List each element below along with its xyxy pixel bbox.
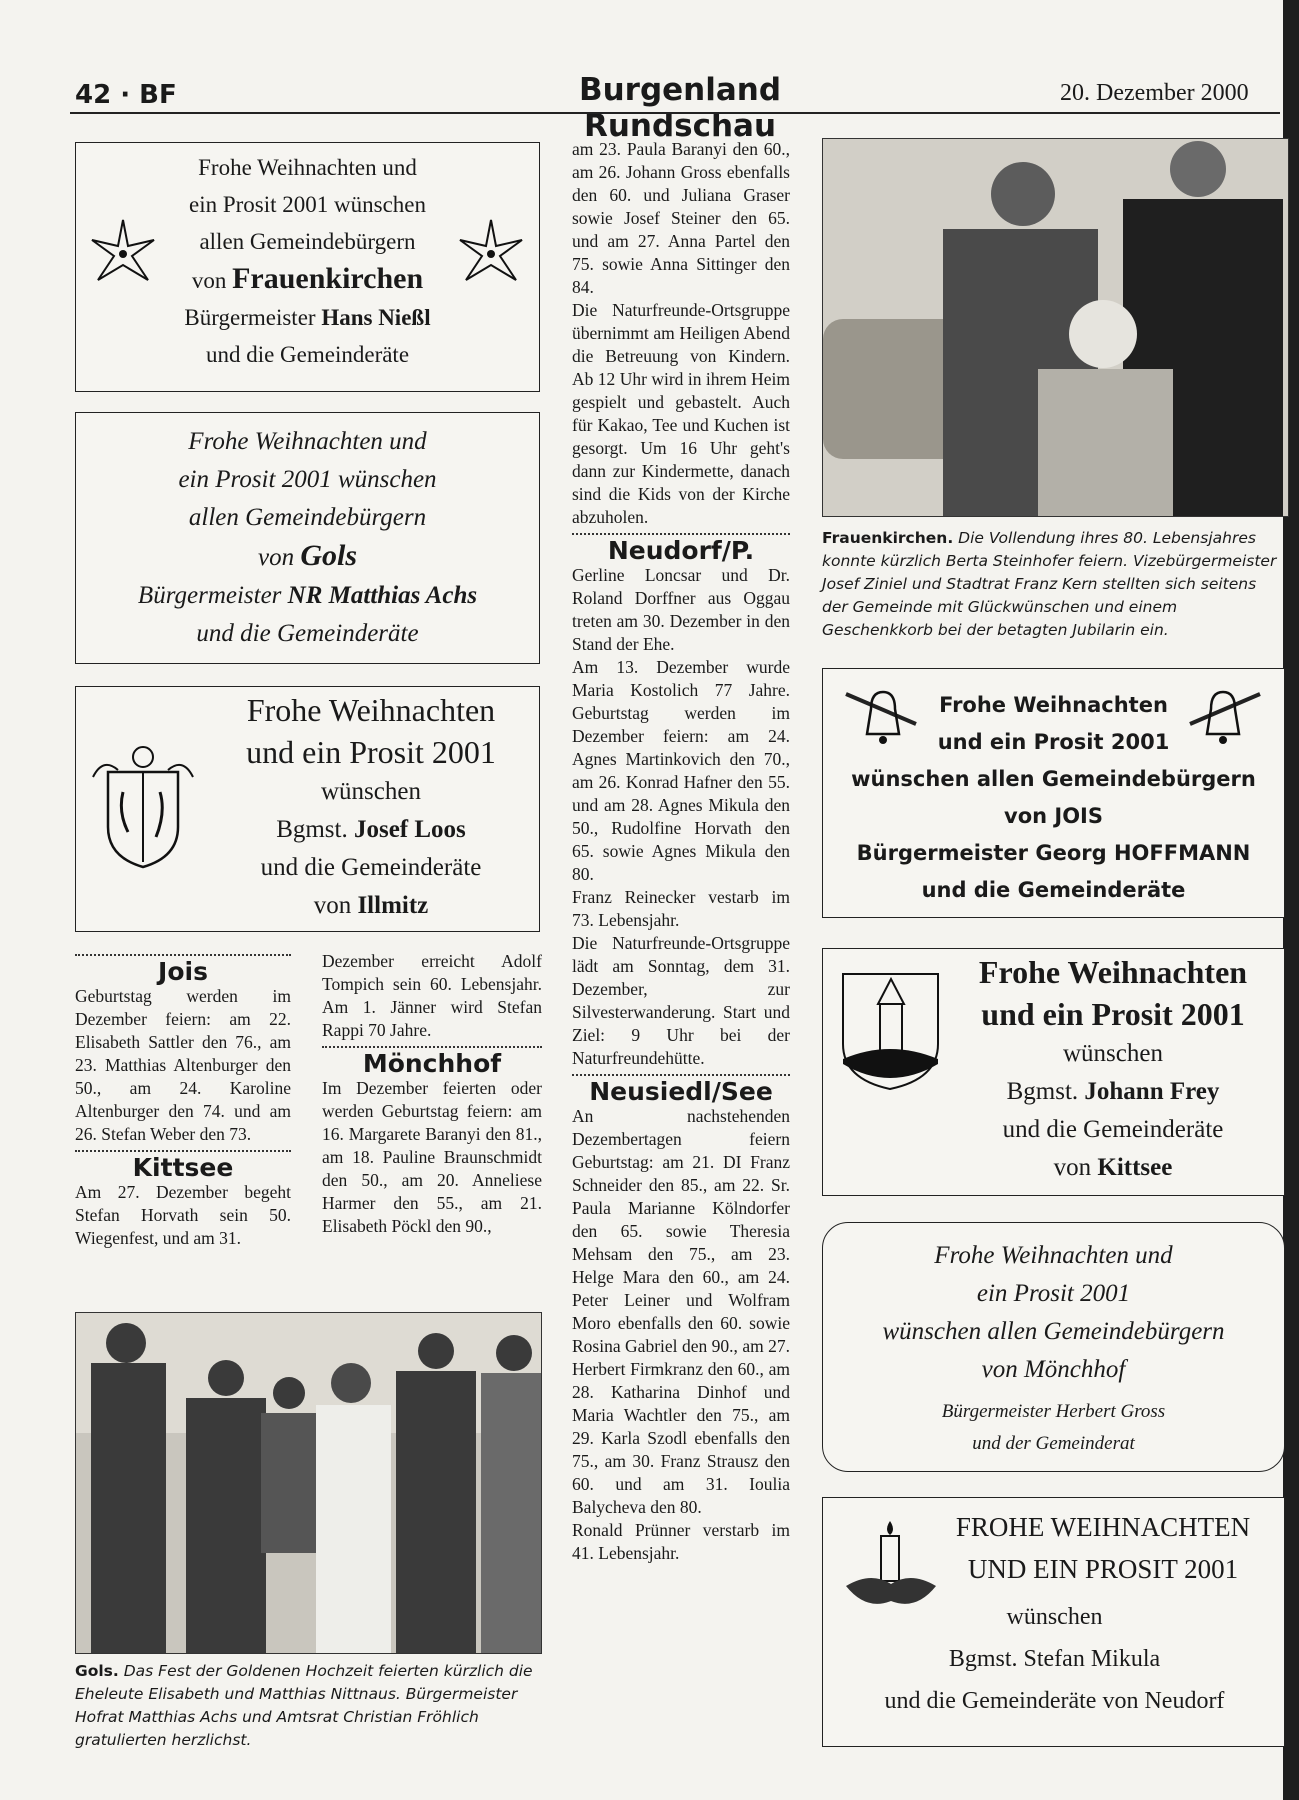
column-jois-kittsee xyxy=(75,950,291,1250)
ad-line: Frohe Weihnachten und xyxy=(188,428,427,455)
article-text: Ronald Prünner verstarb im 41. Lebensjahr. xyxy=(572,1520,790,1563)
header-rule xyxy=(70,112,1280,114)
photo-gols xyxy=(75,1312,542,1654)
ad-headline: Frohe Weihnachten xyxy=(246,692,496,728)
ad-line: Frohe Weihnachten xyxy=(939,693,1168,717)
ad-von: von xyxy=(257,544,295,571)
ad-mayor-prefix: Bürgermeister xyxy=(137,582,282,609)
ad-mayor-prefix: Bgmst. xyxy=(1006,1078,1079,1105)
ad-place: Gols xyxy=(300,539,358,572)
ad-mayor: Johann Frey xyxy=(1084,1078,1220,1105)
ad-mayor: Hans Nießl xyxy=(321,305,431,330)
article-text: An nachstehenden Dezembertagen feiern Geburtstag: am 21. DI Franz Schneider den 85., am 22. Sr. Paula Marianne Kölndorfer den 65. sowie Theresia Mehsam den 75., am 23. Helge Mara den 60., am 24. Peter Leiner und Wolfram Moro ebenfalls den 60. sowie Rosina Gabriel den 90., am 27. Herbert Firmkranz den 60., am 28. Katharina Dinhof und Maria Wachtler den 75., am 29. Karla Szodl ebenfalls den 75., am 30. Franz Strausz den 60. und am 31. Ioulia Balycheva den 80. xyxy=(572,1106,790,1517)
ad-line: Bürgermeister Georg HOFFMANN xyxy=(856,841,1251,865)
ad-line: wünschen xyxy=(321,778,421,805)
ad-headline: und ein Prosit 2001 xyxy=(981,996,1245,1032)
ad-headline: FROHE WEIHNACHTEN xyxy=(955,1512,1251,1542)
divider xyxy=(75,954,291,956)
ad-footer: und die Gemeinderäte xyxy=(205,342,410,367)
ad-neudorf xyxy=(822,1497,1285,1747)
divider xyxy=(322,1046,542,1048)
tower-coat-of-arms-icon xyxy=(838,964,943,1094)
ad-headline: Frohe Weihnachten xyxy=(978,954,1248,990)
ad-line: und ein Prosit 2001 xyxy=(937,730,1170,754)
photo-frauenkirchen-illustration xyxy=(823,139,1288,516)
ad-line: allen Gemeindebürgern xyxy=(199,229,416,254)
article-text: Die Naturfreunde-Ortsgruppe übernimmt am Heiligen Abend die Betreuung von Kindern. Ab 12 Uhr wird in ihrem Heim gespielt und gebastelt. Auch für Kakao, Tee und Kuchen ist gesorgt. Um 16 Uhr geht's dann zur Kindermette, danach sind die Kids von der Kirche abzuholen. xyxy=(572,300,790,527)
ad-von: von xyxy=(191,268,227,293)
ad-headline: und ein Prosit 2001 xyxy=(246,734,496,770)
ad-moenchhof xyxy=(822,1222,1285,1472)
ad-mayor-line xyxy=(76,299,539,336)
photo-frauenkirchen xyxy=(822,138,1289,517)
ad-line: von JOIS xyxy=(1004,804,1103,828)
ad-place-line xyxy=(216,887,526,925)
ad-headline: UND EIN PROSIT 2001 xyxy=(967,1554,1239,1584)
ad-line: ein Prosit 2001 xyxy=(976,1280,1131,1307)
ad-line: Bgmst. Stefan Mikula xyxy=(948,1646,1161,1672)
ad-gols xyxy=(75,412,540,664)
ad-frauenkirchen xyxy=(75,142,540,392)
photo-gols-illustration xyxy=(76,1313,541,1653)
ad-mayor-line xyxy=(216,811,526,849)
ad-von: von xyxy=(313,892,352,919)
caption-label: Frauenkirchen. xyxy=(822,529,954,547)
ad-place: Kittsee xyxy=(1097,1154,1173,1181)
issue-date: 20. Dezember 2000 xyxy=(1060,80,1249,106)
section-heading-jois: Jois xyxy=(158,957,208,986)
article-text: Franz Reinecker vestarb im 73. Lebensjahr. xyxy=(572,887,790,930)
section-heading-kittsee: Kittsee xyxy=(132,1153,234,1182)
column-center xyxy=(572,138,790,1565)
ad-line: und die Gemeinderäte xyxy=(921,878,1186,902)
divider xyxy=(572,1074,790,1076)
newspaper-title: Burgenland Rundschau xyxy=(578,72,782,144)
caption-label: Gols. xyxy=(75,1662,119,1680)
page-number: 42 · BF xyxy=(75,80,177,110)
divider xyxy=(572,533,790,535)
ad-line: ein Prosit 2001 wünschen xyxy=(188,192,426,217)
caption-frauenkirchen xyxy=(822,527,1284,642)
ad-illmitz xyxy=(75,686,540,932)
star-icon xyxy=(456,218,526,288)
column-moenchhof xyxy=(322,950,542,1238)
ad-line: und der Gemeinderat xyxy=(972,1433,1135,1454)
ad-von: von xyxy=(1053,1154,1092,1181)
article-text: Dezember erreicht Adolf Tompich sein 60. Lebensjahr. Am 1. Jänner wird Stefan Rappi 70 Jahre. xyxy=(322,951,542,1040)
ad-line: und die Gemeinderäte von Neudorf xyxy=(884,1688,1225,1714)
article-text: Die Naturfreunde-Ortsgruppe lädt am Sonntag, dem 31. Dezember, zur Silvesterwanderung. Start und Ziel: 9 Uhr bei der Naturfreundehütte. xyxy=(572,933,790,1068)
ad-place-line xyxy=(76,537,539,577)
caption-text: Das Fest der Goldenen Hochzeit feierten kürzlich die Eheleute Elisabeth und Matthias Nittnaus. Bürgermeister Hofrat Matthias Achs und Amtsrat Christian Fröhlich gratulierten herzlichst. xyxy=(75,1662,533,1749)
bell-icon xyxy=(841,684,921,754)
ad-line: und die Gemeinderäte xyxy=(1002,1116,1224,1143)
ad-footer: und die Gemeinderäte xyxy=(196,620,419,647)
ad-line: von Mönchhof xyxy=(981,1356,1126,1383)
ad-line: Bürgermeister Herbert Gross xyxy=(941,1401,1166,1422)
ad-mayor: Josef Loos xyxy=(353,816,466,843)
ad-line: Frohe Weihnachten und xyxy=(198,155,417,180)
divider xyxy=(75,1150,291,1152)
ad-kittsee xyxy=(822,948,1285,1196)
article-text: Am 13. Dezember wurde Maria Kostolich 77 Jahre. Geburtstag werden im Dezember feiern: am 24. Agnes Martinkovich den 70., am 26. Konrad Hafner den 55. und am 28. Agnes Mikula den 50., Rudolfine Horvath den 65. sowie Agnes Mikula den 80. xyxy=(572,657,790,884)
ad-place-line xyxy=(948,1149,1278,1187)
ad-line: ein Prosit 2001 wünschen xyxy=(178,466,437,493)
section-heading-neusiedl: Neusiedl/See xyxy=(589,1077,773,1106)
caption-gols xyxy=(75,1660,545,1752)
ad-mayor-line xyxy=(948,1073,1278,1111)
star-icon xyxy=(88,218,158,288)
coat-of-arms-icon xyxy=(88,742,198,872)
ad-line: wünschen xyxy=(1063,1040,1163,1067)
ad-line: Frohe Weihnachten und xyxy=(934,1242,1173,1269)
ad-line: wünschen allen Gemeindebürgern xyxy=(882,1318,1225,1345)
article-text: Gerline Loncsar und Dr. Roland Dorffner aus Oggau treten am 30. Dezember in den Stand der Ehe. xyxy=(572,565,790,654)
section-heading-neudorf: Neudorf/P. xyxy=(607,536,755,565)
ad-line: wünschen xyxy=(1006,1604,1103,1630)
ad-place: Illmitz xyxy=(357,892,429,919)
ad-line: und die Gemeinderäte xyxy=(260,854,482,881)
caption-text: Die Vollendung ihres 80. Lebensjahres konnte kürzlich Berta Steinhofer feiern. Vizebürgermeister Josef Ziniel und Stadtrat Franz Kern stellten sich seitens der Gemeinde mit Glückwünschen und einem Geschenkkorb bei der betagten Jubilarin ein. xyxy=(822,529,1277,639)
ad-line: wünschen allen Gemeindebürgern xyxy=(851,767,1256,791)
ad-mayor-line xyxy=(76,577,539,615)
ad-mayor-prefix: Bgmst. xyxy=(276,816,348,843)
article-text: Im Dezember feierten oder werden Geburtstag feiern: am 16. Margarete Baranyi den 81., am 18. Pauline Braunschmidt den 50., am 20. Anneliese Harmer den 55., am 21. Elisabeth Pöckl den 90., xyxy=(322,1078,542,1236)
article-text: Am 27. Dezember begeht Stefan Horvath sein 50. Wiegenfest, und am 31. xyxy=(75,1182,291,1248)
ad-jois xyxy=(822,668,1285,918)
article-text: am 23. Paula Baranyi den 60., am 26. Johann Gross ebenfalls den 60. und Juliana Graser sowie Josef Steiner den 65. und am 27. Anna Partel den 75. sowie Anna Sittinger den 84. xyxy=(572,139,790,297)
ad-mayor: NR Matthias Achs xyxy=(287,582,478,609)
section-heading-moenchhof: Mönchhof xyxy=(362,1049,502,1078)
bell-icon xyxy=(1185,684,1265,754)
ad-mayor-prefix: Bürgermeister xyxy=(184,305,316,330)
ad-line: allen Gemeindebürgern xyxy=(188,504,427,531)
article-text: Geburtstag werden im Dezember feiern: am 22. Elisabeth Sattler den 76., am 23. Matthias Altenburger den 50., am 24. Karoline Altenburger den 74. und am 26. Stefan Weber den 73. xyxy=(75,986,291,1144)
ad-place: Frauenkirchen xyxy=(232,262,424,295)
